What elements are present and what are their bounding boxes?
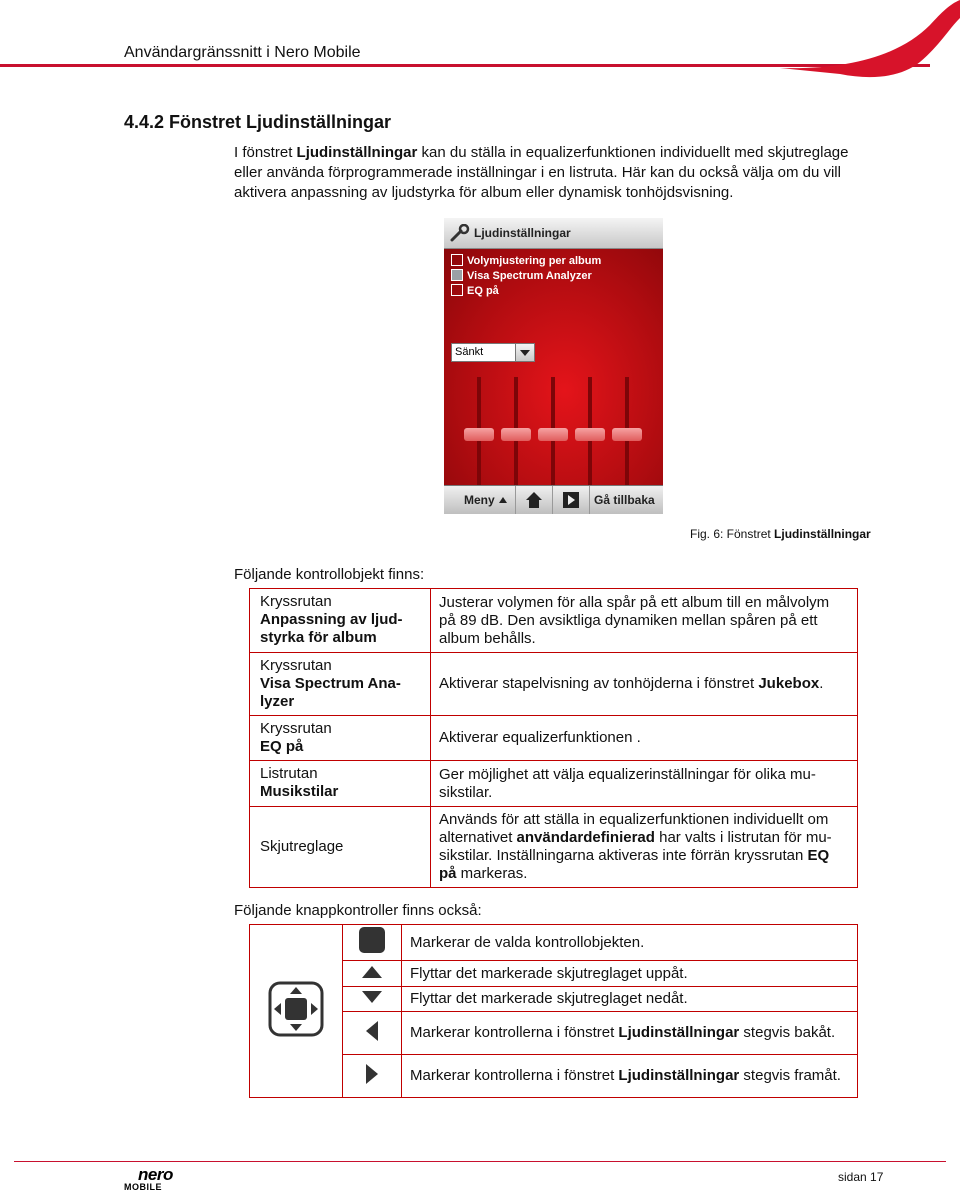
eq-slider-thumb[interactable] (575, 428, 605, 441)
checkbox-box (451, 254, 463, 266)
control-description-cell: Aktiverar equalizerfunktionen . (431, 716, 858, 761)
controls-table (249, 588, 858, 888)
navigation-keypad-cell (250, 925, 343, 1098)
music-style-dropdown[interactable] (451, 343, 535, 362)
screenshot-bottom-bar (444, 485, 663, 514)
footer-rule (14, 1161, 946, 1162)
figure-caption: Fig. 6: Fönstret Ljudinställningar (690, 527, 871, 541)
control-description-cell: Används för att ställa in equalizerfunktionen individuellt om alternativet användardefinierad har valts i listrutan för mu-sikstilar. Inställningarna aktiveras inte förrän kryssrutan EQ på markeras. (431, 807, 858, 888)
play-button[interactable] (553, 486, 590, 514)
key-icon-cell (343, 987, 402, 1012)
control-name-cell: Kryssrutan Anpassning av ljud-styrka för album (250, 589, 431, 653)
eq-slider-thumb[interactable] (501, 428, 531, 441)
control-name-cell: Kryssrutan EQ på (250, 716, 431, 761)
menu-button[interactable]: Meny (444, 486, 516, 514)
control-description-cell: Ger möjlighet att välja equalizerinställningar för olika mu-sikstilar. (431, 761, 858, 807)
left-arrow-icon (366, 1028, 378, 1045)
key-icon-cell (343, 1012, 402, 1055)
table-row (250, 925, 858, 961)
center-key-icon (359, 940, 385, 957)
sound-settings-screenshot (444, 218, 663, 514)
wrench-icon (450, 224, 470, 242)
key-description-cell: Markerar kontrollerna i fönstret Ljudinställningar stegvis framåt. (402, 1055, 858, 1098)
page-number: sidan 17 (838, 1170, 884, 1184)
checkbox-spectrum-analyzer[interactable]: Visa Spectrum Analyzer (451, 269, 592, 283)
control-name-cell: Kryssrutan Visa Spectrum Ana-lyzer (250, 653, 431, 716)
control-description-cell: Justerar volymen för alla spår på ett album till en målvolym på 89 dB. Den avsiktliga dynamiken mellan spåren på ett album behålls. (431, 589, 858, 653)
home-button[interactable] (516, 486, 553, 514)
checkbox-eq-on[interactable]: EQ på (451, 284, 499, 298)
controls-label: Följande kontrollobjekt finns: (234, 566, 425, 583)
key-description-cell: Flyttar det markerade skjutreglaget uppåt. (402, 961, 858, 987)
table-row (250, 653, 858, 716)
table-row (250, 716, 858, 761)
right-arrow-icon (366, 1071, 378, 1088)
nero-mobile-logo: nero MOBILE (124, 1165, 173, 1192)
navigation-keypad-icon (268, 981, 324, 1037)
key-description-cell: Markerar de valda kontrollobjekten. (402, 925, 858, 961)
section-heading: 4.4.2 Fönstret Ljudinställningar (124, 112, 392, 132)
table-row (250, 761, 858, 807)
key-icon-cell (343, 925, 402, 961)
control-description-cell: Aktiverar stapelvisning av tonhöjderna i fönstret Jukebox. (431, 653, 858, 716)
control-name-cell: Skjutreglage (250, 807, 431, 888)
eq-slider-thumb[interactable] (464, 428, 494, 441)
back-button[interactable]: Gå tillbaka (594, 493, 655, 507)
buttons-label: Följande knappkontroller finns också: (234, 902, 482, 919)
caret-up-icon (499, 497, 507, 503)
screenshot-body (444, 249, 663, 485)
key-description-cell: Markerar kontrollerna i fönstret Ljudinställningar stegvis bakåt. (402, 1012, 858, 1055)
key-icon-cell (343, 1055, 402, 1098)
running-header: Användargränssnitt i Nero Mobile (124, 44, 361, 61)
control-name-cell: Listrutan Musikstilar (250, 761, 431, 807)
nero-swoosh-icon (780, 0, 960, 80)
table-row (250, 807, 858, 888)
screenshot-title: Ljudinställningar (474, 226, 571, 240)
buttons-table (249, 924, 858, 1098)
up-arrow-icon (362, 965, 382, 982)
eq-slider-thumb[interactable] (612, 428, 642, 441)
dropdown-value: Sänkt (455, 346, 484, 358)
home-icon (525, 491, 543, 509)
checkbox-album-volume[interactable]: Volymjustering per album (451, 254, 601, 268)
intro-paragraph: I fönstret Ljudinställningar kan du ställa in equalizerfunktionen individuellt med skjutreglage eller använda förprogrammerade inställningar i en listruta. Här kan du också välja om du vill aktivera anpassning av ljudstyrka för album eller dynamisk tonhöjdsvisning. (234, 144, 849, 201)
checkbox-box (451, 284, 463, 296)
checkbox-box (451, 269, 463, 281)
screenshot-title-bar (444, 218, 663, 249)
key-icon-cell (343, 961, 402, 987)
chevron-down-icon (515, 344, 534, 361)
table-row (250, 589, 858, 653)
eq-slider-thumb[interactable] (538, 428, 568, 441)
play-icon (563, 492, 579, 508)
key-description-cell: Flyttar det markerade skjutreglaget nedåt. (402, 987, 858, 1012)
down-arrow-icon (362, 990, 382, 1007)
